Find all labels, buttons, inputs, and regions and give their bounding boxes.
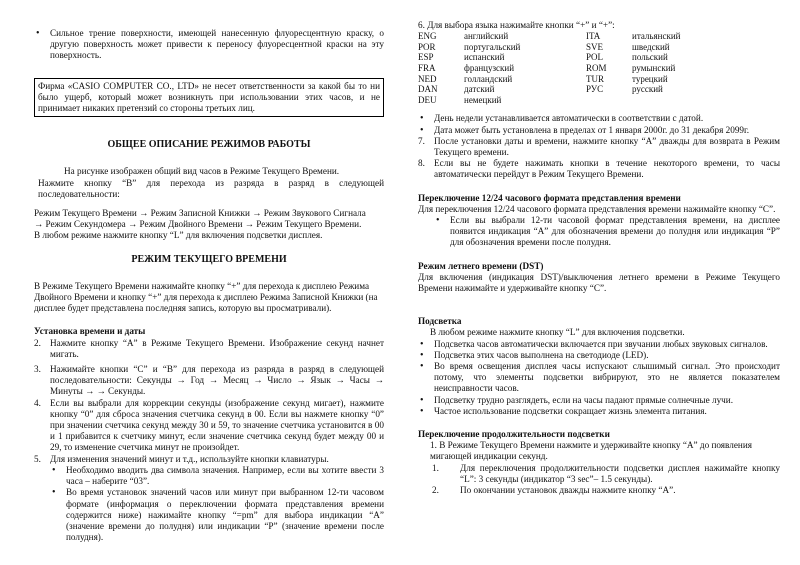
light-bullet: • Частое использование подсветки сокращает жизнь элемента питания. [418,406,780,417]
format-paragraph: Для переключения 12/24 часового формата представления времени нажимайте кнопку “C”. [418,203,776,214]
table-row: ENG английский ITA итальянский [418,31,681,42]
light-title: Подсветка [418,316,462,327]
language-table [418,31,681,105]
bullet-date-range: • Дата может быть установлена в пределах от 1 января 2000г. до 31 декабря 2099г. [418,125,780,136]
light-bullet: • Подсветку трудно разглядеть, если на часы падают прямые солнечные лучи. [418,395,780,406]
table-row: ESP испанский POL польский [418,52,668,63]
dst-title: Режим летнего времени (DST) [418,260,544,271]
language-intro: 6. Для выбора языка нажимайте кнопки “+” и “+”: [418,20,615,30]
bullet-weekday: • День недели устанавливается автоматически в соответствии с датой. [418,113,780,124]
bullet-fluorescent: • Сильное трение поверхности, имеющей нанесенную флуоресцентную краску, о другую поверхность может привести к переносу флуоресцентной краски на эту поверхность. [34,28,384,62]
light-bullet: • Подсветка этих часов выполнена на светодиоде (LED). [418,350,780,361]
format-bullet: • Если вы выбрали 12-ти часовой формат представления времени, на дисплее появится индикация “A” для обозначения времени до полудня или индикация “P” для обозначения времени после полудня. [434,215,780,249]
left-column [34,28,384,543]
right-column [418,20,780,496]
current-time-paragraph: В Режиме Текущего Времени нажимайте кнопку “+” для перехода к дисплею Режима Двойного Времени и кнопку “+” для перехода к дисплею Режима Записной Книжки (на дисплее будет представлена последняя запись, которую вы просматривали). [34,280,378,314]
current-time-title: РЕЖИМ ТЕКУЩЕГО ВРЕМЕНИ [131,253,287,265]
light-paragraph: В любом режиме нажмите кнопку “L” для включения подсветки. [430,327,685,338]
table-row: NED голландский TUR турецкий [418,73,668,84]
light-bullet: • Подсветка часов автоматически включается при звучании любых звуковых сигналов. [418,339,780,350]
list-item: 5. Для изменения значений минут и т.д., используйте кнопки клавиатуры. [34,453,329,464]
general-p2: Нажмите кнопку “B” для перехода из разряда в разряд в следующей последовательности: [38,177,384,199]
general-p3: В любом режиме нажмите кнопку “L” для включения подсветки дисплея. [34,230,323,241]
sub-bullet: • Во время установок значений часов или минут при выбранном 12-ти часовом формате (информация о переключении формата представления времени содержится ниже) нажимайте кнопку “=pm” для выбора индикации “A” (значение времени до полудня) или индикации “P” (значение времени после полудня). [50,487,384,543]
duration-title: Переключение продолжительности подсветки [418,429,610,440]
list-item: 1. Для переключения продолжительности подсветки дисплея нажимайте кнопку “L”: 3 секунды (индикатор “3 sec”– 1.5 секунды). [432,462,780,484]
general-p1: На рисунке изображен общий вид часов в Режиме Текущего Времени. [64,166,340,177]
general-title: ОБЩЕЕ ОПИСАНИЕ РЕЖИМОВ РАБОТЫ [107,139,311,151]
mode-sequence-1: Режим Текущего Времени → Режим Записной Книжки → Режим Звукового Сигнала [34,208,366,219]
table-row: FRA французский ROM румынский [418,62,676,73]
table-row: DAN датский РУС русский [418,84,663,95]
list-item: 7. После установки даты и времени, нажмите кнопку “A” дважды для возврата в Режим Текущего времени. [418,135,780,157]
table-row: DEU немецкий [418,94,502,105]
list-item: 3. Нажимайте кнопки “C” и “B” для перехода из разряда в разряд в следующей последовательности: Секунды → Год → Месяц → Число → Язык → Часы → Минуты → → Секунды. [34,364,384,397]
dst-paragraph: Для включения (индикация DST)/выключения летнего времени в Режиме Текущего Времени нажимайте и удерживайте кнопку “C”. [418,271,780,293]
list-item: 2. По окончании установок дважды нажмите кнопку “A”. [432,485,676,496]
format-title: Переключение 12/24 часового формата представления времени [418,192,681,203]
table-row: POR португальский SVE шведский [418,41,670,52]
sub-bullet: • Необходимо вводить два символа значения. Например, если вы хотите ввести 3 часа – наберите “03”. [50,465,384,487]
duration-paragraph: 1. В Режиме Текущего Времени нажмите и удерживайте кнопку “A” до появления мигающей индикации секунд. [430,440,752,462]
setting-title: Установка времени и даты [34,326,146,337]
list-item: 4. Если вы выбрали для коррекции секунды (изображение секунд мигает), нажмите кнопку “0” для сброса значения счетчика секунд в 00. Если вы нажмете кнопку “0” при значении счетчика секунд между 30 и 59, то значение счетчика установится в 00 и 1 прибавится к счетчику минут, если значение счетчика секунд будет между 00 и 29, то изменение счетчика минут не произойдет. [34,397,384,453]
setting-steps [34,338,384,465]
light-bullet: • Во время освещения дисплея часы испускают слышимый сигнал. Это происходит потому, что элементы подсветки вибрируют, это не является показателем неисправности часов. [418,361,780,395]
disclaimer-box: Фирма «CASIO COMPUTER CO., LTD» не несет ответственности за какой бы то ни было ущерб, который может возникнуть при использовании этих часов, и не принимает никаких претензий со стороны третьих лиц. [34,78,384,118]
list-item: 8. Если вы не будете нажимать кнопки в течение некоторого времени, то часы автоматически перейдут в Режим Текущего Времени. [418,158,780,180]
mode-sequence-2: → Режим Секундомера → Режим Двойного Времени → Режим Текущего Времени. [34,219,362,230]
list-item: 2. Нажмите кнопку “A” в Режиме Текущего Времени. Изображение секунд начнет мигать. [34,337,384,359]
